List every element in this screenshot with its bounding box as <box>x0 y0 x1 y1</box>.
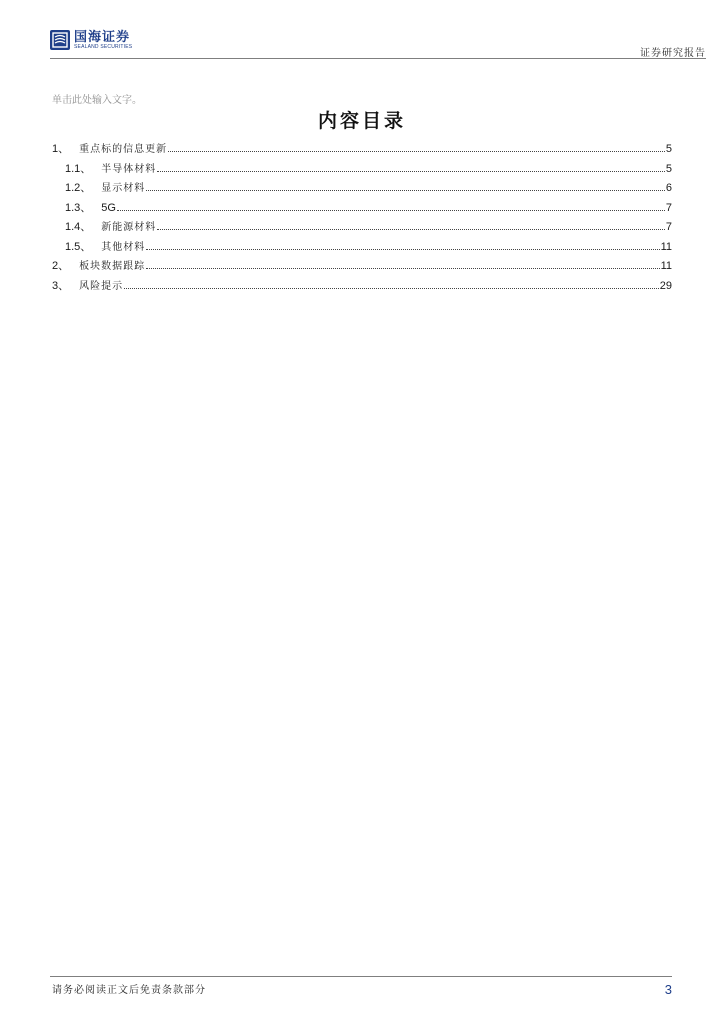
sealand-logo-icon <box>50 30 70 50</box>
toc-entry[interactable] <box>52 218 672 238</box>
toc-entry-page: 5 <box>665 162 672 175</box>
toc-entry-label: 显示材料 <box>101 183 146 194</box>
toc-entry[interactable] <box>52 199 672 219</box>
toc-entry-number: 1.4、 <box>65 221 92 233</box>
logo-name-cn: 国海证券 <box>74 29 131 45</box>
toc-entry[interactable] <box>52 238 672 258</box>
toc-leader-dots <box>168 151 665 152</box>
toc-entry-number: 1.5、 <box>65 240 92 253</box>
toc-entry[interactable] <box>52 160 672 180</box>
toc-leader-dots <box>146 190 665 191</box>
disclaimer-text: 请务必阅读正文后免责条款部分 <box>52 985 206 996</box>
toc-entry-label: 其他材料 <box>101 241 146 253</box>
toc-entry[interactable] <box>52 257 672 277</box>
toc-entry-label: 半导体材料 <box>101 163 157 175</box>
toc-entry[interactable] <box>52 140 672 160</box>
toc-entry-number: 3、 <box>52 279 70 292</box>
toc-entry-number: 1.2、 <box>65 182 92 194</box>
placeholder-text[interactable]: 单击此处输入文字。 <box>52 95 142 106</box>
table-of-contents <box>52 140 672 296</box>
toc-entry[interactable] <box>52 179 672 199</box>
report-type-label: 证券研究报告 <box>640 48 706 59</box>
toc-entry[interactable] <box>52 277 672 297</box>
toc-title: 内容目录 <box>317 110 406 132</box>
toc-entry-label: 5G <box>101 201 116 214</box>
toc-entry-page: 7 <box>665 221 672 233</box>
logo-name-en: SEALAND SECURITIES <box>74 43 133 50</box>
toc-entry-label: 风险提示 <box>79 280 124 292</box>
header-divider <box>50 58 706 59</box>
toc-entry-page: 5 <box>665 143 672 155</box>
toc-entry-label: 新能源材料 <box>101 222 157 233</box>
toc-leader-dots <box>117 210 665 211</box>
page-number: 3 <box>664 982 672 997</box>
page-header <box>50 30 706 58</box>
company-logo <box>50 30 132 50</box>
toc-entry-page: 7 <box>665 201 672 214</box>
footer-divider <box>50 976 672 977</box>
toc-entry-number: 1、 <box>52 143 70 155</box>
toc-entry-number: 2、 <box>52 260 70 272</box>
toc-entry-page: 11 <box>660 240 672 253</box>
toc-entry-number: 1.1、 <box>65 162 92 175</box>
toc-entry-label: 重点标的信息更新 <box>79 144 168 155</box>
toc-entry-label: 板块数据跟踪 <box>79 261 146 272</box>
toc-leader-dots <box>146 268 659 269</box>
toc-entry-number: 1.3、 <box>65 201 92 214</box>
toc-entry-page: 29 <box>659 279 672 292</box>
toc-entry-page: 6 <box>665 182 672 194</box>
toc-leader-dots <box>157 171 665 172</box>
toc-leader-dots <box>146 249 659 250</box>
toc-leader-dots <box>157 229 665 230</box>
toc-entry-page: 11 <box>660 260 672 272</box>
toc-leader-dots <box>124 288 659 289</box>
